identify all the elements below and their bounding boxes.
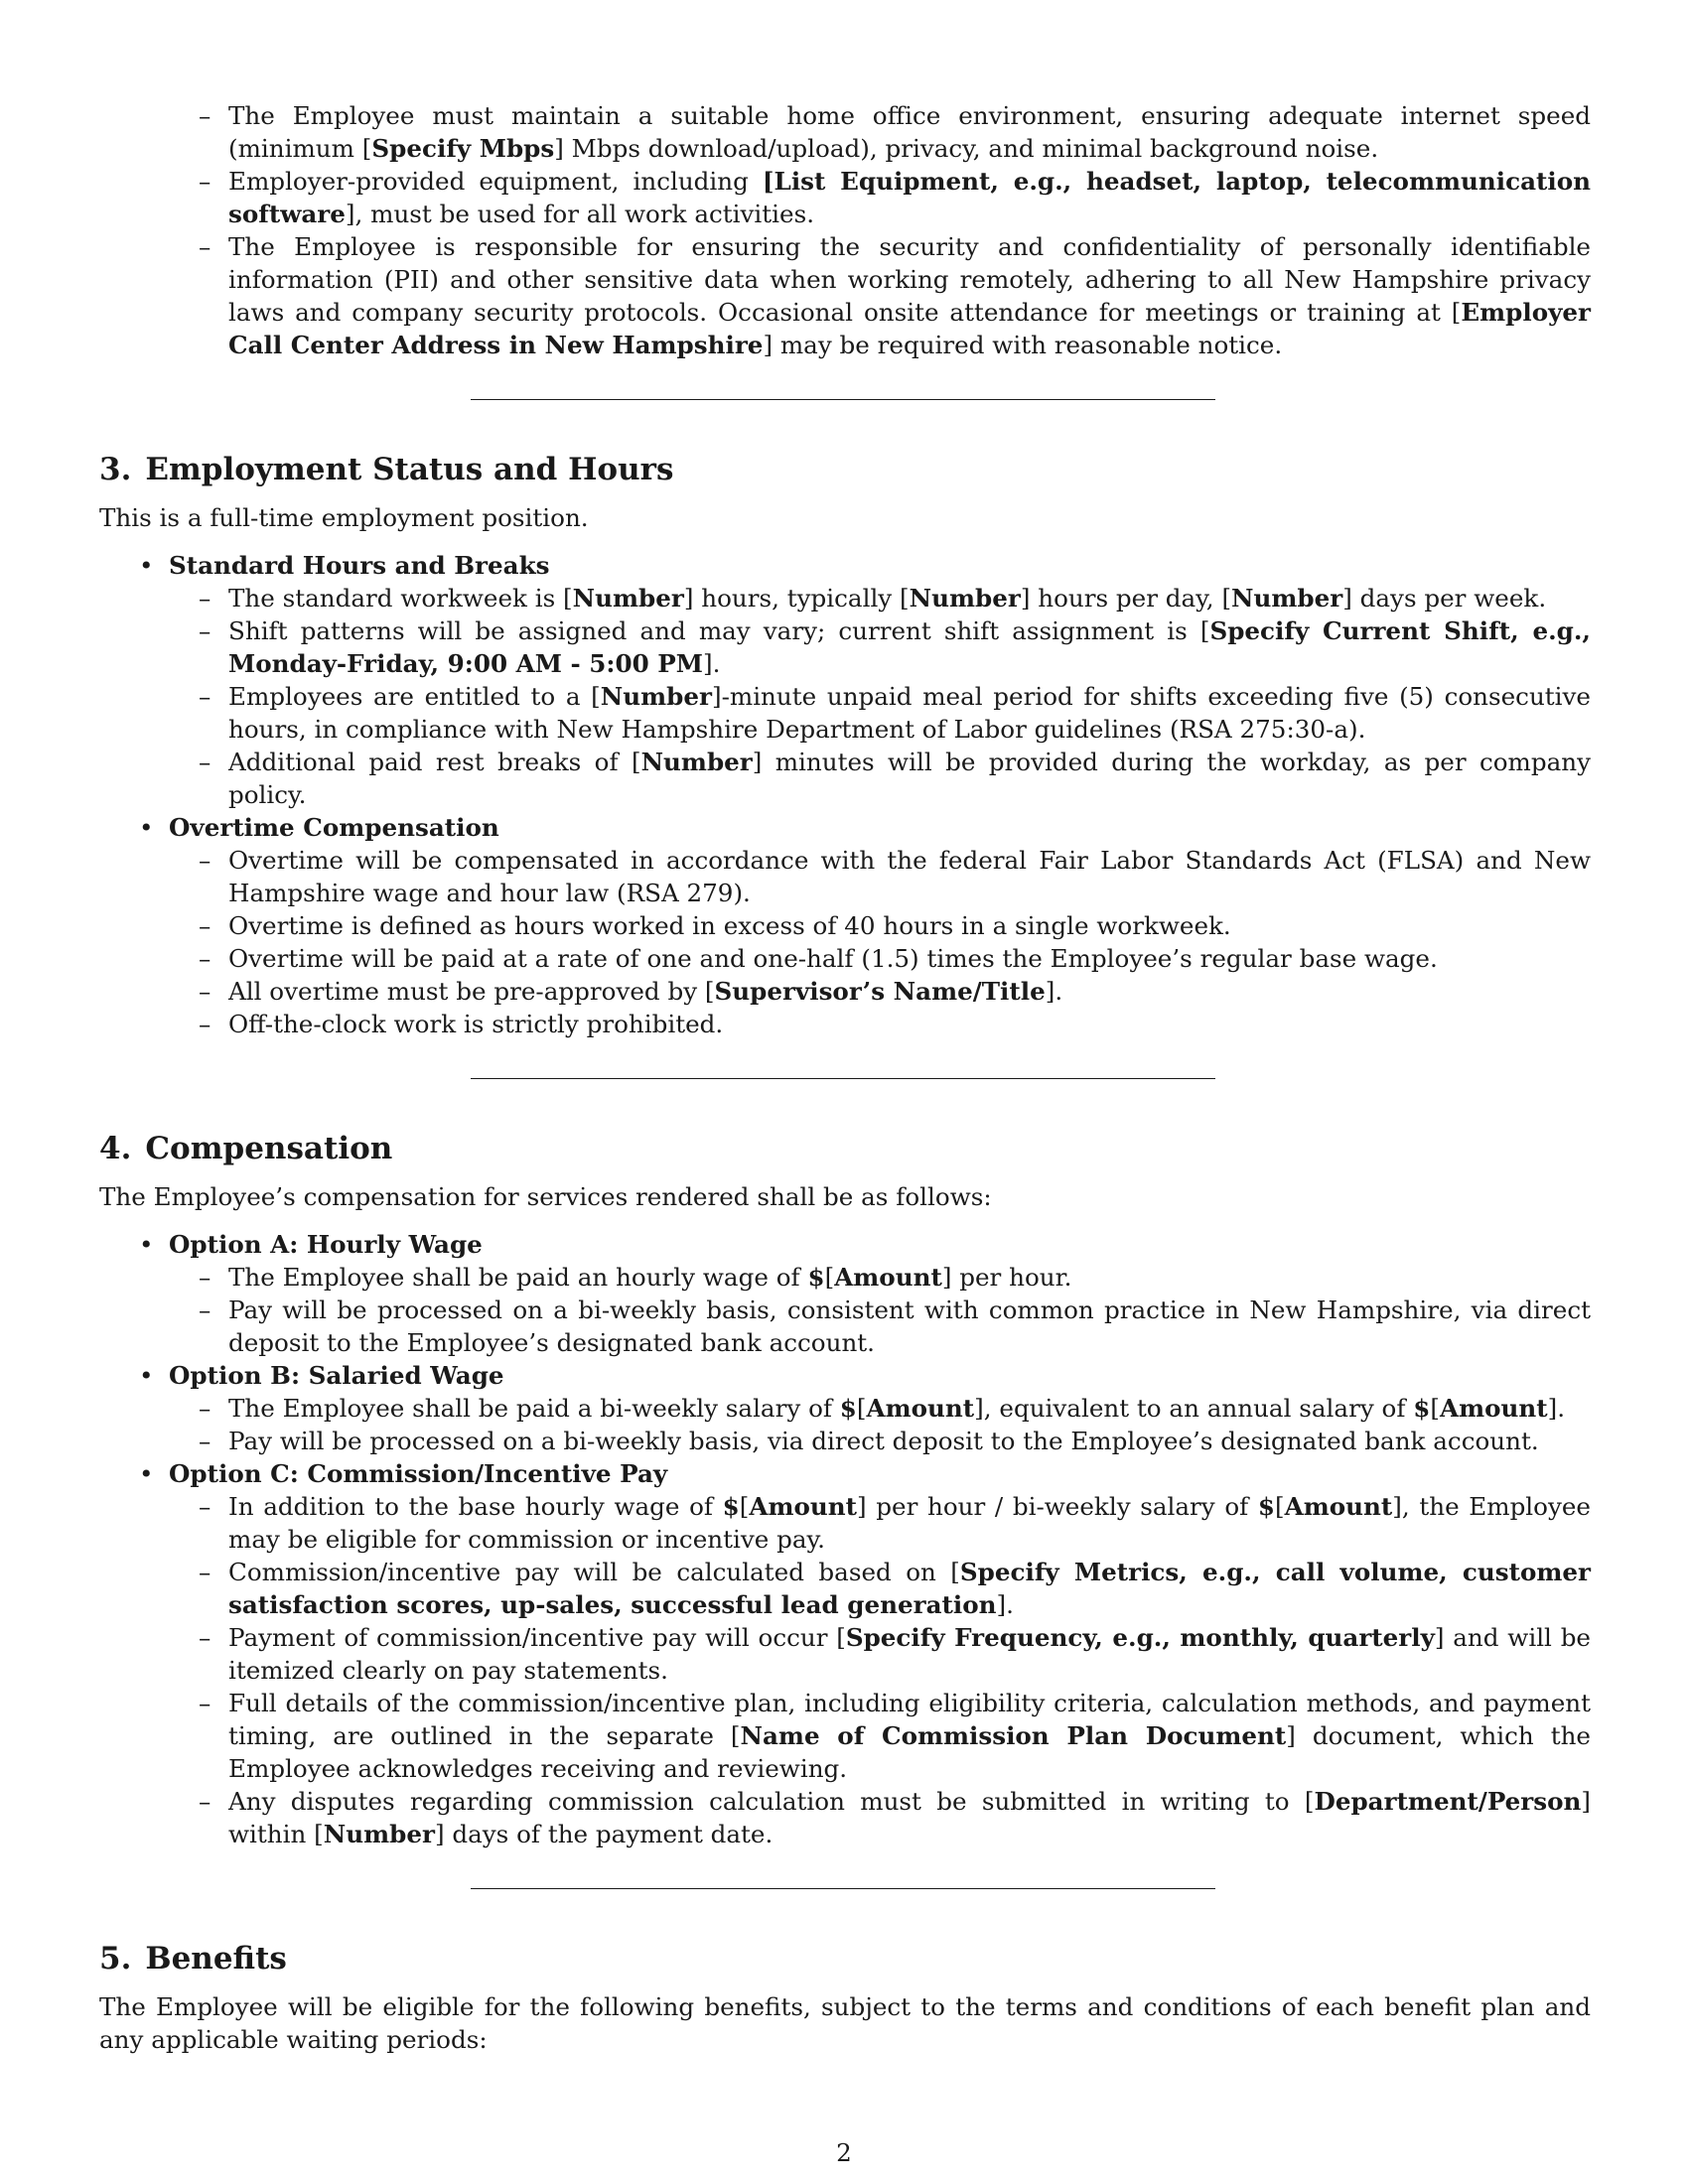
item-text: ] days per week. bbox=[1342, 584, 1547, 613]
section-4-intro: The Employee’s compensation for services rendered shall be as follows: bbox=[99, 1182, 992, 1211]
bullet-heading: Option A: Hourly Wage bbox=[169, 1230, 483, 1259]
list-item bbox=[169, 1621, 1591, 1687]
item-text: ], must be used for all work activities. bbox=[345, 200, 815, 228]
list-item bbox=[169, 1008, 1591, 1040]
section-divider bbox=[471, 1888, 1215, 1889]
list-item bbox=[169, 1425, 1591, 1457]
item-text: ] within [ bbox=[228, 1787, 1591, 1848]
placeholder-text: $ bbox=[722, 1492, 740, 1521]
item-text: ]. bbox=[996, 1590, 1014, 1619]
item-text: Overtime will be paid at a rate of one and one-half (1.5) times the Employee’s regular base wage. bbox=[228, 944, 1438, 973]
placeholder-text: Amount bbox=[834, 1263, 942, 1292]
item-text: [ bbox=[361, 134, 372, 163]
placeholder-text: Amount bbox=[866, 1394, 975, 1423]
item-text: Employer-provided equipment, including bbox=[228, 167, 763, 196]
list-item bbox=[169, 975, 1591, 1008]
item-text: ]. bbox=[1547, 1394, 1566, 1423]
section-5-intro: The Employee will be eligible for the following benefits, subject to the terms and conditions of each benefit plan and any applicable waiting periods: bbox=[99, 1992, 1591, 2054]
placeholder-text: Specify Metrics, e.g., call volume, customer satisfaction scores, up-sales, successful lead generation bbox=[228, 1558, 1592, 1619]
bullet-heading: Option B: Salaried Wage bbox=[169, 1361, 504, 1390]
bullet-heading: Option C: Commission/Incentive Pay bbox=[169, 1459, 668, 1488]
bullet-group bbox=[99, 549, 1591, 811]
item-text: All overtime must be pre-approved by [ bbox=[228, 977, 715, 1006]
section-number: 3. bbox=[99, 452, 132, 487]
item-text: Employees are entitled to a [ bbox=[228, 682, 601, 711]
placeholder-text: Number bbox=[572, 584, 684, 613]
placeholder-text: Specify Mbps bbox=[371, 134, 555, 163]
item-text: Full details of the commission/incentive plan, including eligibility criteria, calculation methods, and payment timing, are outlined in the separate [ bbox=[228, 1689, 1591, 1750]
remote-work-requirements-list bbox=[99, 99, 1591, 361]
placeholder-text: Employer Call Center Address in New Hampshire bbox=[228, 298, 1591, 359]
sub-list bbox=[169, 1490, 1591, 1850]
placeholder-text: Supervisor’s Name/Title bbox=[714, 977, 1046, 1006]
placeholder-text: Number bbox=[640, 748, 753, 776]
item-text: ], the Employee may be eligible for commission or incentive pay. bbox=[228, 1492, 1591, 1554]
list-item bbox=[169, 909, 1591, 942]
placeholder-text: [List Equipment, e.g., headset, laptop, telecommunication software bbox=[228, 167, 1591, 228]
section-5-heading bbox=[99, 1939, 1591, 1979]
section-number: 5. bbox=[99, 1941, 132, 1977]
item-text: ] per hour / bi-weekly salary of bbox=[857, 1492, 1258, 1521]
list-item bbox=[169, 680, 1591, 746]
list-item bbox=[169, 1294, 1591, 1359]
section-title: Benefits bbox=[145, 1941, 287, 1977]
item-text: [ bbox=[739, 1492, 750, 1521]
section-divider bbox=[471, 399, 1215, 400]
list-item bbox=[169, 582, 1591, 614]
list-item bbox=[99, 165, 1591, 230]
item-text: [ bbox=[1451, 298, 1462, 327]
placeholder-text: $ bbox=[1413, 1394, 1431, 1423]
item-text: ] hours, typically [ bbox=[683, 584, 910, 613]
list-item bbox=[169, 1392, 1591, 1425]
sub-list bbox=[169, 1261, 1591, 1359]
list-item bbox=[169, 1687, 1591, 1785]
placeholder-text: $ bbox=[1257, 1492, 1276, 1521]
list-item bbox=[169, 1490, 1591, 1556]
sub-list bbox=[169, 844, 1591, 1040]
section-3-list bbox=[99, 549, 1591, 1040]
item-text: ]-minute unpaid meal period for shifts exceeding five (5) consecutive hours, in compliance with New Hampshire Department of Labor guidelines (RSA 275:30-a). bbox=[228, 682, 1591, 744]
list-item bbox=[169, 844, 1591, 909]
page-content bbox=[99, 99, 1591, 2056]
section-4-heading bbox=[99, 1129, 1591, 1168]
placeholder-text: Specify Frequency, e.g., monthly, quarterly bbox=[845, 1623, 1435, 1652]
item-text: Payment of commission/incentive pay will occur [ bbox=[228, 1623, 846, 1652]
list-item bbox=[169, 942, 1591, 975]
item-text: [ bbox=[1275, 1492, 1285, 1521]
item-text: ], equivalent to an annual salary of bbox=[974, 1394, 1414, 1423]
list-item bbox=[169, 614, 1591, 680]
sub-list bbox=[169, 1392, 1591, 1457]
item-text: ]. bbox=[1045, 977, 1063, 1006]
item-text: [ bbox=[1430, 1394, 1441, 1423]
list-item bbox=[169, 1261, 1591, 1294]
page-number: 2 bbox=[836, 2138, 852, 2167]
bullet-group bbox=[99, 1228, 1591, 1359]
placeholder-text: Amount bbox=[1284, 1492, 1393, 1521]
item-text: The Employee shall be paid an hourly wage of bbox=[228, 1263, 808, 1292]
section-title: Compensation bbox=[145, 1131, 393, 1166]
placeholder-text: Department/Person bbox=[1314, 1787, 1582, 1816]
item-text: In addition to the base hourly wage of bbox=[228, 1492, 723, 1521]
item-text: ]. bbox=[702, 649, 721, 678]
item-text: ] per hour. bbox=[941, 1263, 1072, 1292]
placeholder-text: Amount bbox=[1440, 1394, 1548, 1423]
bullet-group bbox=[99, 811, 1591, 1040]
item-text: ] days of the payment date. bbox=[434, 1820, 774, 1848]
item-text: [ bbox=[856, 1394, 867, 1423]
list-item bbox=[99, 230, 1591, 361]
item-text: Any disputes regarding commission calculation must be submitted in writing to [ bbox=[228, 1787, 1315, 1816]
list-item bbox=[169, 1785, 1591, 1850]
section-number: 4. bbox=[99, 1131, 132, 1166]
item-text: Overtime will be compensated in accordance with the federal Fair Labor Standards Act (FLSA) and New Hampshire wage and hour law (RSA 279). bbox=[228, 846, 1591, 907]
item-text: The Employee must maintain a suitable home office environment, ensuring adequate internet speed (minimum bbox=[228, 101, 1591, 163]
item-text: Overtime is defined as hours worked in excess of 40 hours in a single workweek. bbox=[228, 911, 1231, 940]
item-text: Pay will be processed on a bi-weekly basis, consistent with common practice in New Hampshire, via direct deposit to the Employee’s designated bank account. bbox=[228, 1296, 1591, 1357]
item-text: The Employee is responsible for ensuring the security and confidentiality of personally identifiable information (PII) and other sensitive data when working remotely, adhering to all New Hampshire privacy laws and company security protocols. Occasional onsite attendance for meetings or training at bbox=[228, 232, 1591, 327]
item-text: Shift patterns will be assigned and may vary; current shift assignment is [ bbox=[228, 616, 1210, 645]
placeholder-text: Specify Current Shift, e.g., Monday-Friday, 9:00 AM - 5:00 PM bbox=[228, 616, 1591, 678]
item-text: The standard workweek is [ bbox=[228, 584, 573, 613]
bullet-heading: Overtime Compensation bbox=[169, 813, 499, 842]
item-text: Pay will be processed on a bi-weekly basis, via direct deposit to the Employee’s designated bank account. bbox=[228, 1427, 1539, 1455]
placeholder-text: Number bbox=[600, 682, 712, 711]
sub-list bbox=[169, 582, 1591, 811]
item-text: Commission/incentive pay will be calculated based on [ bbox=[228, 1558, 960, 1586]
item-text: ] may be required with reasonable notice. bbox=[763, 331, 1283, 359]
placeholder-text: Name of Commission Plan Document bbox=[740, 1721, 1287, 1750]
item-text: The Employee shall be paid a bi-weekly salary of bbox=[228, 1394, 840, 1423]
list-item bbox=[169, 1556, 1591, 1621]
item-text: Additional paid rest breaks of [ bbox=[228, 748, 641, 776]
item-text: ] document, which the Employee acknowledges receiving and reviewing. bbox=[228, 1721, 1591, 1783]
placeholder-text: $ bbox=[807, 1263, 825, 1292]
placeholder-text: Amount bbox=[749, 1492, 858, 1521]
item-text: [ bbox=[824, 1263, 835, 1292]
item-text: Off-the-clock work is strictly prohibited. bbox=[228, 1010, 724, 1038]
item-text: ] and will be itemized clearly on pay statements. bbox=[228, 1623, 1591, 1685]
section-3-heading bbox=[99, 450, 1591, 489]
placeholder-text: Number bbox=[1231, 584, 1343, 613]
item-text: ] Mbps download/upload), privacy, and minimal background noise. bbox=[554, 134, 1379, 163]
bullet-group bbox=[99, 1457, 1591, 1850]
placeholder-text: Number bbox=[323, 1820, 435, 1848]
section-divider bbox=[471, 1078, 1215, 1079]
section-title: Employment Status and Hours bbox=[145, 452, 674, 487]
section-4-list bbox=[99, 1228, 1591, 1850]
placeholder-text: $ bbox=[839, 1394, 857, 1423]
section-3-intro: This is a full-time employment position. bbox=[99, 503, 589, 532]
bullet-group bbox=[99, 1359, 1591, 1457]
item-text: ] hours per day, [ bbox=[1020, 584, 1232, 613]
placeholder-text: Number bbox=[909, 584, 1021, 613]
list-item bbox=[99, 99, 1591, 165]
item-text: ] minutes will be provided during the workday, as per company policy. bbox=[228, 748, 1592, 809]
list-item bbox=[169, 746, 1591, 811]
bullet-heading: Standard Hours and Breaks bbox=[169, 551, 550, 580]
